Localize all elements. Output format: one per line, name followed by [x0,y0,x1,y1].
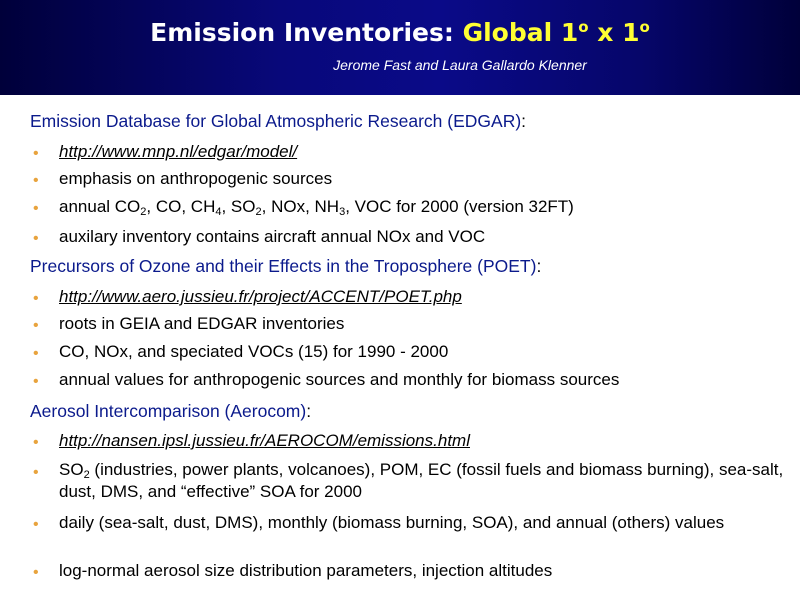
title-sup-a: o [578,18,589,36]
text-part: , CO, CH [146,197,216,216]
section-heading-poet [30,256,541,277]
subscript: 3 [339,206,346,218]
list-item: roots in GEIA and EDGAR inventories [59,314,345,333]
bullet-icon: • [33,290,39,307]
subscript: 2 [140,206,147,218]
bullet-icon: • [33,464,39,481]
text-part: , VOC for 2000 (version 32FT) [345,197,574,216]
list-item: log-normal aerosol size distribution parameters, injection altitudes [59,561,553,580]
title-main: Emission Inventories: [150,18,463,47]
bullet-icon: • [33,516,39,533]
subscript: 4 [215,206,222,218]
list-item [59,141,784,163]
text-part: (industries, power plants, volcanoes), POM, EC (fossil fuels and biomass burning), sea-salt, dust, DMS, and “effective” SOA for 2000 [59,460,784,501]
list-item [59,286,784,308]
bullet-icon: • [33,145,39,162]
title-highlight-a: Global 1 [462,18,579,47]
title-banner [0,0,800,95]
heading-text: Precursors of Ozone and their Effects in the Troposphere (POET) [30,256,537,276]
list-item: auxilary inventory contains aircraft annual NOx and VOC [59,227,486,246]
list-item: annual values for anthropogenic sources and monthly for biomass sources [59,370,620,389]
text-part: , NOx, NH [261,197,340,216]
title-highlight-b: x 1 [588,18,640,47]
list-item [59,196,784,218]
bullet-icon: • [33,172,39,189]
title-sup-b: o [639,18,650,36]
section-heading-aerocom [30,401,311,422]
text-part: annual CO [59,197,141,216]
bullet-icon: • [33,564,39,581]
heading-colon: : [521,111,527,131]
list-item [59,430,784,452]
text-part: , SO [221,197,256,216]
list-item: emphasis on anthropogenic sources [59,169,333,188]
slide-title [0,18,800,47]
bullet-icon: • [33,345,39,362]
text-part: SO [59,460,84,479]
edgar-link[interactable]: http://www.mnp.nl/edgar/model/ [59,142,298,161]
heading-text: Emission Database for Global Atmospheric Research (EDGAR) [30,111,522,131]
list-item [59,459,784,503]
title-highlight [463,18,650,47]
heading-text: Aerosol Intercomparison (Aerocom) [30,401,307,421]
heading-colon: : [536,256,542,276]
bullet-icon: • [33,317,39,334]
list-item: CO, NOx, and speciated VOCs (15) for 1990 - 2000 [59,342,449,361]
subscript: 2 [255,206,262,218]
list-item: daily (sea-salt, dust, DMS), monthly (biomass burning, SOA), and annual (others) values [59,513,725,532]
section-heading-edgar [30,111,526,132]
bullet-icon: • [33,200,39,217]
bullet-icon: • [33,230,39,247]
aerocom-link[interactable]: http://nansen.ipsl.jussieu.fr/AEROCOM/emissions.html [59,431,470,450]
bullet-icon: • [33,373,39,390]
subscript: 2 [83,469,90,481]
poet-link[interactable]: http://www.aero.jussieu.fr/project/ACCENT/POET.php [59,287,462,306]
slide-authors: Jerome Fast and Laura Gallardo Klenner [333,57,587,73]
heading-colon: : [306,401,312,421]
bullet-icon: • [33,434,39,451]
